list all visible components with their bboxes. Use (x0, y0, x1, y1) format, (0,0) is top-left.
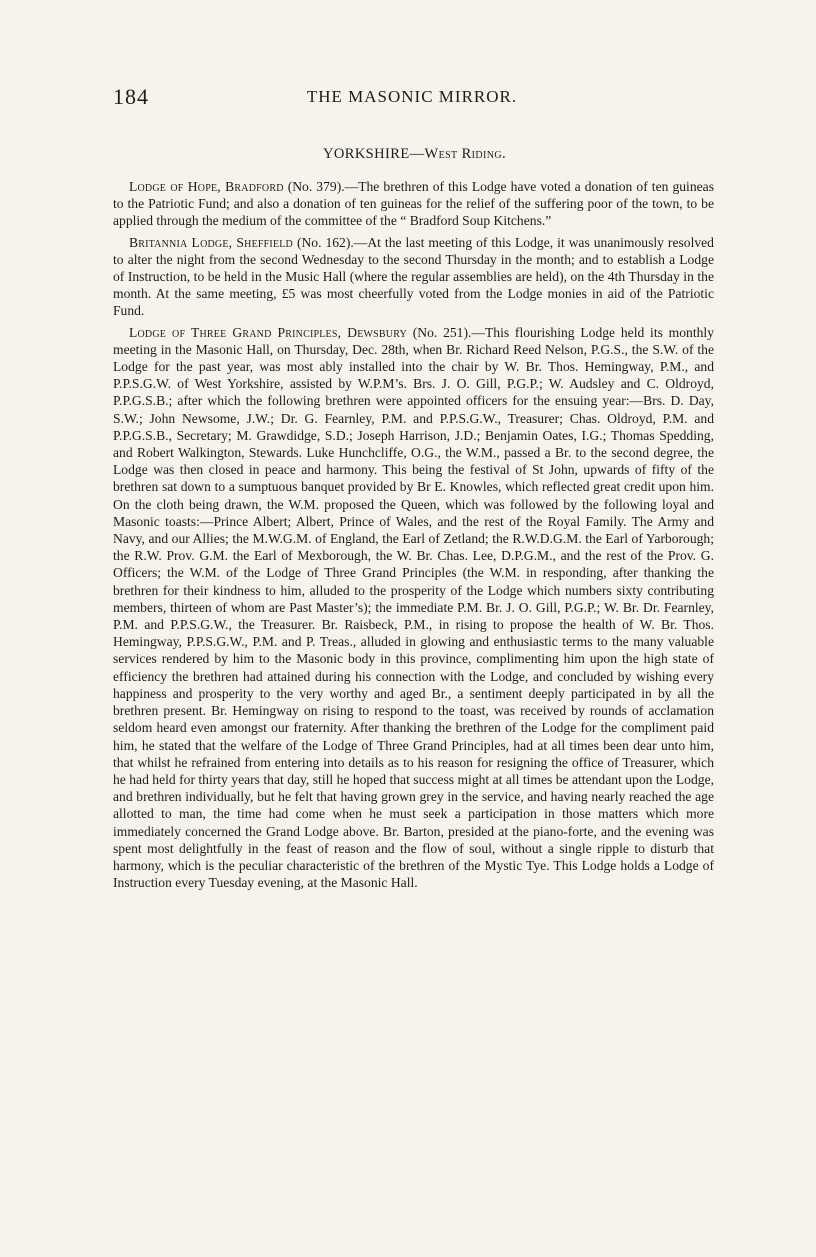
paragraph-lodge-of-hope (113, 178, 714, 230)
page-header (113, 84, 711, 112)
paragraph-britannia-lodge (113, 234, 714, 320)
section-heading-main: YORKSHIRE— (323, 146, 425, 162)
paragraph-text: (No. 162).—At the last meeting of this Lodge, it was unanimously resolved to alter the night from the second Wednesday to the second Thursday in the month; and to establish a Lodge of Instruction, to be held in the Music Hall (where the regular assemblies are held), on the 4th Thursday in the month. At the same meeting, £5 was most cheerfully voted from the Lodge monies in aid of the Patriotic Fund. (113, 234, 714, 319)
paragraph-three-grand-principles (113, 324, 714, 892)
section-heading-sub: West Riding. (424, 146, 506, 162)
paragraph-text: (No. 251).—This flourishing Lodge held its monthly meeting in the Masonic Hall, on Thursday, Dec. 28th, when Br. Richard Reed Nelson, P.G.S., the S.W. of the Lodge for the past year, was most ably installed into the chair by W. Br. Thos. Hemingway, P.M., and P.P.S.G.W. of West Yorkshire, assisted by W.P.M’s. Brs. J. O. Gill, P.G.P.; W. Audsley and C. Oldroyd, P.P.G.S.B.; after which the following brethren were appointed officers for the ensuing year:—Brs. D. Day, S.W.; John Newsome, J.W.; Dr. G. Fearnley, P.M. and P.P.S.G.W., Treasurer; Chas. Oldroyd, P.M. and P.P.G.S.B., Secretary; M. Grawdidge, S.D.; Joseph Harrison, J.D.; Benjamin Oates, I.G.; Thomas Spedding, and Robert Walkington, Stewards. Luke Hunchcliffe, O.G., the W.M., passed a Br. to the second degree, the Lodge was then closed in peace and harmony. This being the festival of St John, upwards of fifty of the brethren sat down to a sumptuous banquet provided by Br E. Knowles, which reflected great credit upon him. On the cloth being drawn, the W.M. proposed the Queen, which was followed by the following loyal and Masonic toasts:—Prince Albert; Albert, Prince of Wales, and the rest of the Royal Family. The Army and Navy, and our Allies; the M.W.G.M. of England, the Earl of Zetland; the R.W.D.G.M. the Earl of Yarborough; the R.W. Prov. G.M. the Earl of Mexborough, the W. Br. Chas. Lee, D.P.G.M., and the rest of the Prov. G. Officers; the W.M. of the Lodge of Three Grand Principles (the W.M. in responding, after thanking the brethren for their kindness to him, alluded to the prosperity of the Lodge which numbers sixty contributing members, thirteen of whom are Past Master’s); the immediate P.M. Br. J. O. Gill, P.G.P.; W. Br. Dr. Fearnley, P.M. and P.P.S.G.W., the Treasurer. Br. Raisbeck, P.M., in rising to propose the health of W. Br. Thos. Hemingway, P.P.S.G.W., P.M. and P. Treas., alluded in glowing and enthusiastic terms to the many valuable services rendered by him to the Masonic body in this province, complimenting him upon the high state of efficiency the brethren had attained during his connection with the Lodge, and concluded by wishing every happiness and prosperity to the very worthy and aged Br., a sentiment deeply participated in by all the brethren present. Br. Hemingway on rising to respond to the toast, was received by rounds of acclamation seldom heard even amongst our fraternity. After thanking the brethren of the Lodge for the compliment paid him, he stated that the welfare of the Lodge of Three Grand Principles, had at all times been dear unto him, that whilst he refrained from entering into details as to his reason for resigning the office of Treasurer, which he had held for thirty years that day, still he hoped that success might at all times be attendant upon the Lodge, and brethren individually, but he felt that having grown grey in the service, and having nearly reached the age allotted to man, the time had come when he must seek a participation in those matters which more immediately concerned the Grand Lodge above. Br. Barton, presided at the piano-forte, and the evening was spent most delightfully in the feast of reason and the flow of soul, without a single ripple to disturb that harmony, which is the peculiar characteristic of the brethren of the Mystic Tye. This Lodge holds a Lodge of Instruction every Tuesday evening, at the Masonic Hall. (113, 324, 714, 891)
lodge-name: Lodge of Hope, Bradford (129, 179, 284, 194)
lodge-name: Britannia Lodge, Sheffield (129, 234, 293, 250)
page-number: 184 (113, 84, 149, 109)
lodge-name: Lodge of Three Grand Principles, Dewsbury (129, 324, 407, 340)
running-title: THE MASONIC MIRROR. (306, 87, 518, 106)
section-heading (113, 146, 716, 163)
paragraph-text: (No. 379).—The brethren of this Lodge have voted a donation of ten guineas to the Patriotic Fund; and also a donation of ten guineas for the relief of the suffering poor of the town, to be applied through the medium of the committee of the “ Bradford Soup Kitchens.” (113, 179, 714, 229)
article-body (113, 178, 714, 895)
